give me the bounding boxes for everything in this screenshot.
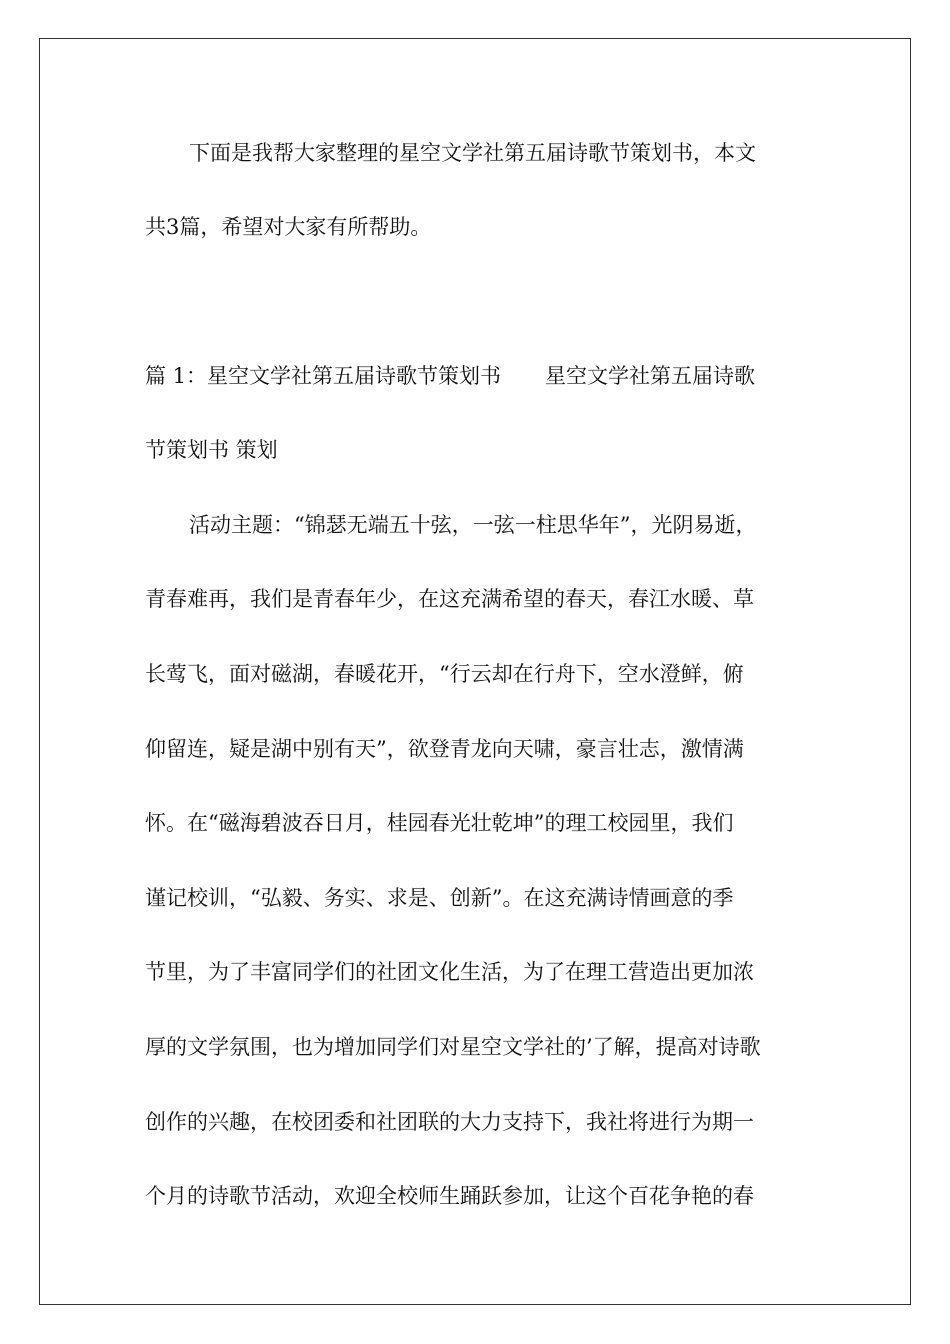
- intro-line-2: 共3篇，希望对大家有所帮助。: [145, 215, 432, 239]
- body-line: 活动主题：“锦瑟无端五十弦，一弦一柱思华年”，光阴易逝，: [189, 513, 757, 537]
- section-heading-part-2: 星空文学社第五届诗歌: [545, 364, 756, 388]
- body-line: 节里，为了丰富同学们的社团文化生活，为了在理工营造出更加浓: [145, 960, 754, 984]
- body-line: 创作的兴趣，在校团委和社团联的大力支持下，我社将进行为期一: [145, 1110, 754, 1134]
- body-line: 谨记校训，“弘毅、务实、求是、创新”。在这充满诗情画意的季: [145, 886, 734, 910]
- body-line: 仰留连，疑是湖中别有天”，欲登青龙向天啸，豪言壮志，激情满: [145, 737, 744, 761]
- section-heading-line-2: 节策划书 策划: [145, 438, 278, 462]
- body-line: 长莺飞，面对磁湖，春暖花开，“行云却在行舟下，空水澄鲜，俯: [145, 662, 744, 686]
- body-line: 个月的诗歌节活动，欢迎全校师生踊跃参加，让这个百花争艳的春: [145, 1184, 754, 1208]
- section-heading-part-1: 篇 1：星空文学社第五届诗歌节策划书: [145, 364, 502, 388]
- body-line: 怀。在“磁海碧波吞日月，桂园春光壮乾坤”的理工校园里，我们: [145, 811, 734, 835]
- intro-line-1: 下面是我帮大家整理的星空文学社第五届诗歌节策划书，本文: [189, 141, 756, 165]
- body-line: 青春难再，我们是青春年少，在这充满希望的春天，春江水暖、草: [145, 587, 754, 611]
- section-heading: [145, 361, 815, 391]
- body-line: 厚的文学氛围，也为增加同学们对星空文学社的’了解，提高对诗歌: [145, 1035, 761, 1059]
